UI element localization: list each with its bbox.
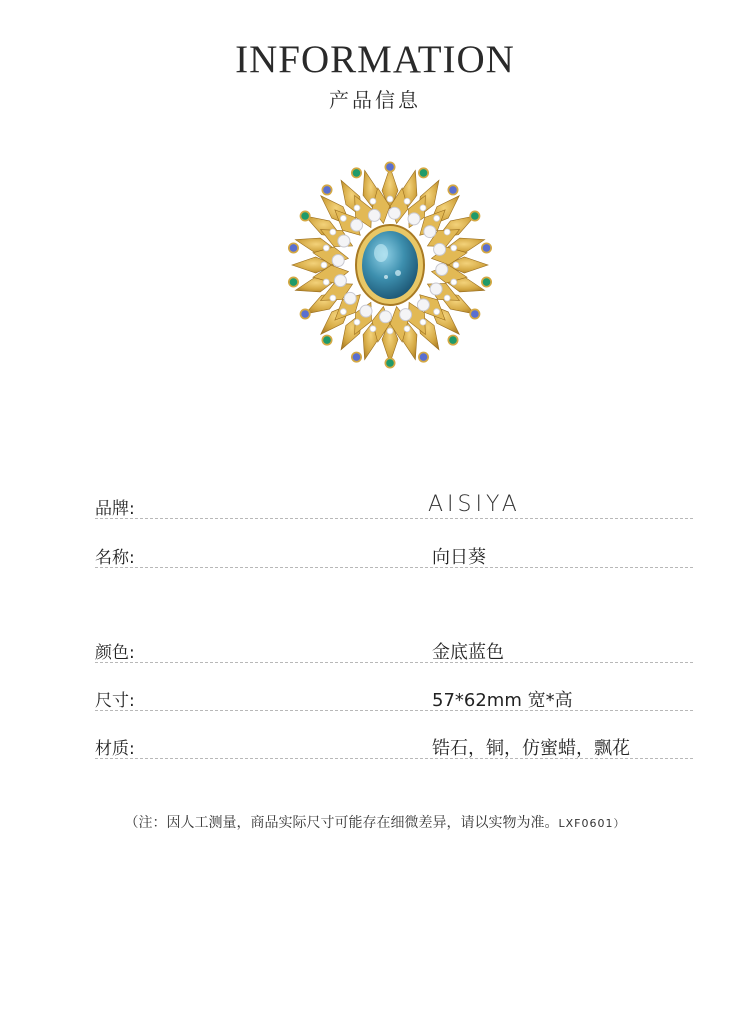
brand-label: 品牌: [95,499,135,519]
spec-row-material [95,734,693,759]
spec-row-size [95,686,693,711]
page-header [0,38,750,113]
title-english: INFORMATION [235,38,515,81]
spec-row-color [95,638,693,663]
material-value: 锆石，铜，仿蜜蜡，飘花 [432,738,630,759]
brand-logo-text: AISIYA [428,492,521,517]
color-label: 颜色: [95,643,135,663]
sunflower-brooch-icon [285,155,495,375]
size-value: 57*62mm 宽*高 [432,690,573,711]
material-label: 材质: [95,739,135,759]
spec-row-name [95,543,693,568]
note-text: （注：因人工测量，商品实际尺寸可能存在细微差异，请以实物为准。 [124,815,559,831]
title-chinese: 产品信息 [329,88,421,112]
color-value: 金底蓝色 [432,642,504,663]
name-label: 名称: [95,548,135,568]
measurement-note [0,812,750,832]
size-label: 尺寸: [95,691,135,711]
spec-row-brand [95,494,693,519]
name-value: 向日葵 [432,547,486,568]
product-code: LXF0601） [558,817,626,830]
